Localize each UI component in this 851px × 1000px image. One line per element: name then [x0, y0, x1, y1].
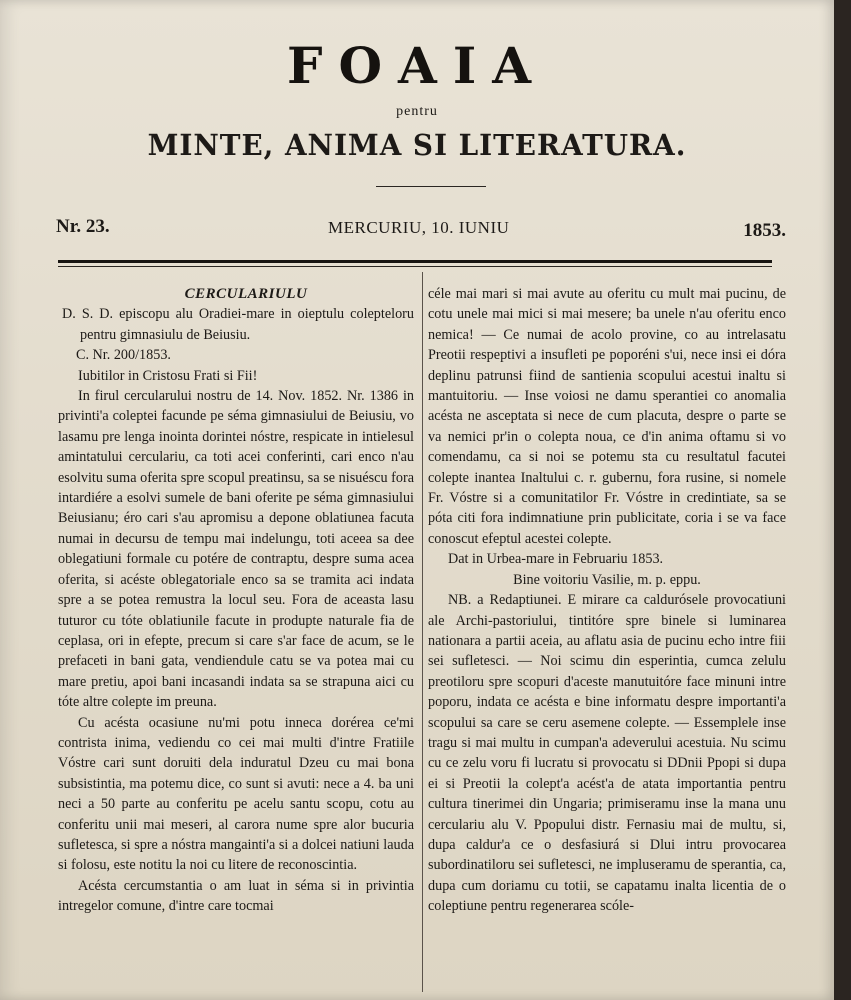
masthead-subtitle: MINTE, ANIMA SI LITERATURA. — [147, 128, 687, 162]
article-paragraph-1: In firul cercularului nostru de 14. Nov. 1852. Nr. 1386 in privinti'a coleptei facunde pe séma gimnasiului de Beiusiu, vo lasamu pre lenga inointa dorintei nóstre, respicate in intielesul amintatului cerculariu, ca toti acei conferinti, cari enco n'au esolvitu suma oferita spre scopul preatinsu, sa se nisuéscu fora intardiére a esolvi sumele de bani oferite pe séma gimnasiului Beiusianu; éro cari s'au apromisu a depone oblatiunea facuta numai in decursu de tempu mai indelungu, toti aceea sa dee oblegatiuni formale cu potére de contraptu, despre suma acea oferita, si acéste oblegatoriale enco sa se tramita aci indata spre a se potea remustra la locul seu. Fora de aceasta lasu tuturor cu tóte oblatiunile facute in produpte naturale fia de ceplasa, ori in efepte, precum si care s'ar face de acum, se le prefaceti in bani gata, vendiendule catu se va potea mai cu mare pretiu, apoi bani incasandi indata sa se strapuna aici cu tóte altre colepte im preuna. — [58, 388, 414, 711]
article-heading: CERCULARIULU — [184, 286, 308, 302]
article-signature: Bine voitoriu Vasilie, m. p. eppu. — [513, 571, 701, 588]
article-intro: D. S. D. episcopu alu Oradiei-mare in oieptulu colepteloru pentru gimnasiulu de Beiusiu. — [62, 306, 414, 343]
article-paragraph-3: Acésta cercumstantia o am luat in séma si in privintia intregelor comune, d'intre care tocmai — [58, 877, 414, 915]
article-continuation: céle mai mari si mai avute au oferitu cu mult mai pucinu, de cotu unele mai mici si mai mesere; ba unele n'au oferitu enco nemica! — Ce numai de acolo provine, co au intrelasatu Preotii respeptivi a insufleti pe poporéni s'ui, nece insi ei dóra deplinu patrunsi fiind de santienia scopului acestui inaltu si mantuitoriu. — Inse voiosi ne damu sperantiei co anomalia acésta ne asceptata si nece de cum placuta, despre o parte se va nemici pr'in o colepta noua, ce d'in anima oftamu si vo comendamu, ca si noi se potemu sta cu resultatul facutei colepte inantea Inaltului c. r. gubernu, fora rusine, si nomele Fr. Vóstre si a comunitatilor Fr. Vóstre in credintiate, sa se póta citi fora indimnatiune prin publicitate, coria i se va face conoscut efeptul acestei colepte. — [428, 286, 786, 547]
editorial-note: NB. a Redaptiunei. E mirare ca caldurósele provocatiuni ale Archi-pastoriului, tintitóre spre binele si luminarea nationara a partii aceia, au aflatu asia de pucinu echo intre fiii sei sufletesci. — Noi scimu din esperintia, cumca zelulu preotiloru spre scopuri d'aceste manutuitóre face minuni intre poporu, indata ce acésta e bine informatu despre importanti'a scopului sa care se ceru asemene colepte. — Essemplele inse tragu si mai multu in cumpan'a adeverului acestuia. Nu scimu cu ce zelu voru fi lucratu si provocatu si DDnii Ppopi si dupa ei si Preotii la colept'a acést'a de atata importantia pentru cultura tinerimei din Ungaria; primiseramu inse la mana unu cerculariu alu V. Ppopului distr. Fernasiu mai de multu, si, dupa caldur'a ce o desfasiurá si Dlui intru provocarea subordinatiloru sei sufletesci, ne impluseramu de sperantia, ca, dupa cum doriamu cu totii, se capatamu inalta licentia de o coleptiune pentru regenerarea scóle- — [428, 592, 786, 915]
masthead-pentru: pentru — [396, 104, 438, 119]
header-rule-thin — [58, 266, 772, 267]
issue-date: MERCURIU, 10. IUNIU — [328, 218, 510, 237]
article-paragraph-2: Cu acésta ocasiune nu'mi potu inneca dorérea ce'mi contrista inima, vediendu co cei mai multi d'intre Fratiile Vóstre cari sunt doruiti dela induratul Dzeu cu mai bona subsistintia, ma potemu dice, co sunt si avuti: nece a 4. ba uni neci a 50 parte au conferitu pe acelu santu scopu, cotu au conferitu unii mai meseri, al carora nume spre alor bucuria sufletesca, si spre a nóstra mangainti'a si a dolcei natiuni lauda si folosu, este notitu la noi cu litere de reconoscintia. — [58, 714, 414, 874]
article-reference: C. Nr. 200/1853. — [76, 347, 171, 364]
right-column — [428, 284, 786, 917]
masthead-title: FOAIA — [286, 36, 548, 95]
column-divider — [422, 272, 423, 992]
header-rule-thick — [58, 260, 772, 263]
article-dateline: Dat in Urbea-mare in Februariu 1853. — [448, 551, 664, 568]
issue-line — [56, 216, 796, 242]
article-greeting: Iubitilor in Cristosu Frati si Fii! — [78, 367, 258, 384]
issue-number: Nr. 23. — [56, 216, 110, 237]
issue-year: 1853. — [743, 220, 786, 241]
masthead-rule — [376, 186, 486, 187]
left-column — [58, 284, 414, 917]
